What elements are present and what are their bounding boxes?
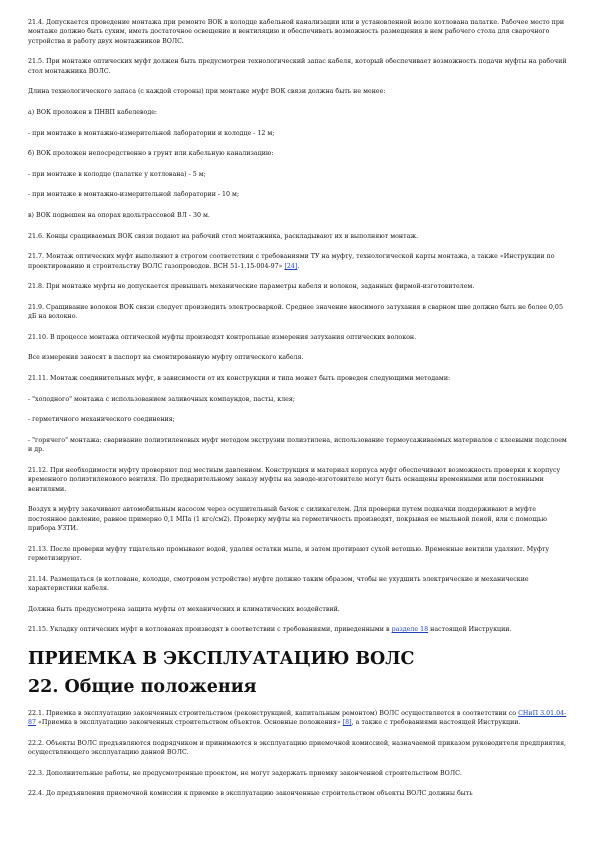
paragraph-21-8: 21.8. При монтаже муфты не допускается превышать механические параметры кабеля и волокон, заданных фирмой-изготовителем.: [28, 283, 475, 291]
paragraph-item-c: в) ВОК подвешен на опорах вдольтрассовой ВЛ - 30 м.: [28, 211, 210, 219]
paragraph-22-1: [28, 709, 568, 728]
main-heading: ПРИЕМКА В ЭКСПЛУАТАЦИЮ ВОЛС: [28, 648, 415, 669]
paragraph-21-12: 21.12. При необходимости муфту проверяют под местным давлением. Конструкция и материал корпуса муфт обеспечивают возможность проверки к корпусу временного полиэтиленового вентиля. По предварительному заказу муфты на заводе-изготовителе могут быть оснащены временными или постоянными вентилями.: [28, 466, 561, 493]
paragraph-21-5: 21.5. При монтаже оптических муфт должен быть предусмотрен технологический запас кабеля, который обеспечивает возможность подачи муфты на рабочий стол монтажника ВОЛС.: [28, 58, 567, 75]
paragraph-protection: Должна быть предусмотрена защита муфты от механических и климатических воздействий.: [28, 605, 340, 613]
paragraph-22-3: 22.3. Дополнительные работы, не предусмотренные проектом, не могут задержать приемку законченной строительством ВОЛС.: [28, 769, 462, 777]
document-body: [28, 18, 568, 810]
paragraph-21-15-text: 21.15. Укладку оптических муфт в котлованах производят в соответствии с требованиями, приведенными в: [28, 626, 392, 634]
paragraph-21-6: 21.6. Концы сращиваемых ВОК связи подают на рабочий стол монтажника, раскладывают их и выполняют монтаж.: [28, 232, 419, 240]
paragraph-hot-mount: - "горячего" монтажа: сваривание полиэтиленовых муфт методом экструзии полиэтилена, использование термоусаживаемых материалов с клеевыми подслоем и др.: [28, 436, 567, 454]
paragraph-item-a-1: - при монтаже в монтажно-измерительной лаборатории и колодце - 12 м;: [28, 129, 275, 137]
paragraph-21-7-end: .: [297, 262, 300, 270]
paragraph-item-b-1: - при монтаже в колодце (палатке у котлована) - 5 м;: [28, 170, 206, 178]
paragraph-item-b-2: - при монтаже в монтажно-измерительной лаборатории - 10 м;: [28, 191, 240, 199]
paragraph-22-1-text: 22.1. Приемка в эксплуатацию законченных строительством (реконструкцией, капитальным ремонтом) ВОЛС осуществляется в соответствии со: [28, 709, 519, 717]
section-heading: 22. Общие положения: [28, 676, 257, 697]
paragraph-item-a: а) ВОК проложен в ПНВП кабелеводе:: [28, 109, 158, 116]
reference-link-8[interactable]: [8]: [342, 718, 352, 726]
paragraph-mechanical: - герметичного механического соединения;: [28, 416, 175, 424]
paragraph-21-10: 21.10. В процессе монтажа оптической муфты производят контрольные измерения затухания оптических волокон.: [28, 333, 417, 341]
paragraph-22-2: 22.2. Объекты ВОЛС предъявляются подрядчиком и принимаются в эксплуатацию приемочной комиссией, назначаемой приказом руководителя предприятия, осуществляющего эксплуатацию данной ВОЛС.: [28, 739, 567, 756]
paragraph-cold-mount: - "холодного" монтажа с использованием заливочных компаундов, пасты, клея;: [28, 395, 295, 403]
paragraph-21-13: 21.13. После проверки муфту тщательно промывают водой, удаляя остатки мыла, и затем протирают сухой ветошью. Временные вентили удаляют. Муфту герметизируют.: [28, 545, 550, 562]
paragraph-item-b: б) ВОК проложен непосредственно в грунт или кабельную канализацию:: [28, 150, 274, 158]
paragraph-21-9: 21.9. Сращивание волокон ВОК связи следует производить электросваркой. Среднее значение вносимого затухания в сварном шве должно быть не более 0,05 дБ на волокно.: [28, 303, 563, 321]
paragraph-reserve-length: Длина технологического запаса (с каждой стороны) при монтаже муфт ВОК связи должна быть не менее:: [28, 88, 386, 96]
reference-link-24[interactable]: [24]: [284, 262, 298, 270]
paragraph-21-7: [28, 252, 568, 271]
paragraph-air-pump: Воздух в муфту закачивают автомобильным насосом через осушительный бачок с силикагелем. Для проверки путем подкачки поддерживают в муфте постоянное давление, равное примерно 0,1 МПа (1 кгс/см2). Проверку муфты на герметичность производят, покрывая ее мыльной пеной, или с помощью прибора УЗТИ.: [28, 506, 547, 532]
paragraph-measurements: Все измерения заносят в паспорт на смонтированную муфту оптического кабеля.: [28, 354, 304, 362]
paragraph-22-1-middle: «Приемка в эксплуатацию законченных строительством объектов. Основные положения»: [36, 718, 343, 726]
paragraph-21-15-end: настоящей Инструкции.: [428, 626, 512, 634]
snip-link[interactable]: СНиП 3.01.04-87: [28, 709, 567, 726]
paragraph-22-1-end: , а также с требованиями настоящей Инструкции.: [351, 718, 521, 726]
paragraph-21-4: 21.4. Допускается проведение монтажа при ремонте ВОК в колодце кабельной канализации или в установленной возле котлована палатке. Рабочее место при монтаже должно быть сухим, иметь достаточное освещение и вентиляцию и обеспечивать возможность размещения в нем рабочего стола для сварочного устройства и работу двух монтажников ВОЛС.: [28, 19, 565, 45]
section-18-link[interactable]: разделе 18: [391, 626, 429, 634]
paragraph-21-7-text: 21.7. Монтаж оптических муфт выполняют в строгом соответствии с требованиями ТУ на муфту, технологической карты монтажа, а также «Инструкции по проектированию и строительству ВОЛС газопроводов. ВСН 51-1.15-004-97»: [28, 253, 555, 270]
paragraph-21-14: 21.14. Размещаться (в котловане, колодце, смотровом устройстве) муфте должно таким образом, чтобы не ухудшить электрические и механические характеристики кабеля.: [28, 575, 529, 592]
paragraph-21-15: [28, 625, 568, 634]
paragraph-21-11: 21.11. Монтаж соединительных муфт, в зависимости от их конструкции и типа может быть проведен следующими методами:: [28, 374, 451, 382]
paragraph-22-4: 22.4. До предъявления приемочной комиссии к приемке в эксплуатацию законченные строительством объекты ВОЛС должны быть: [28, 790, 473, 798]
